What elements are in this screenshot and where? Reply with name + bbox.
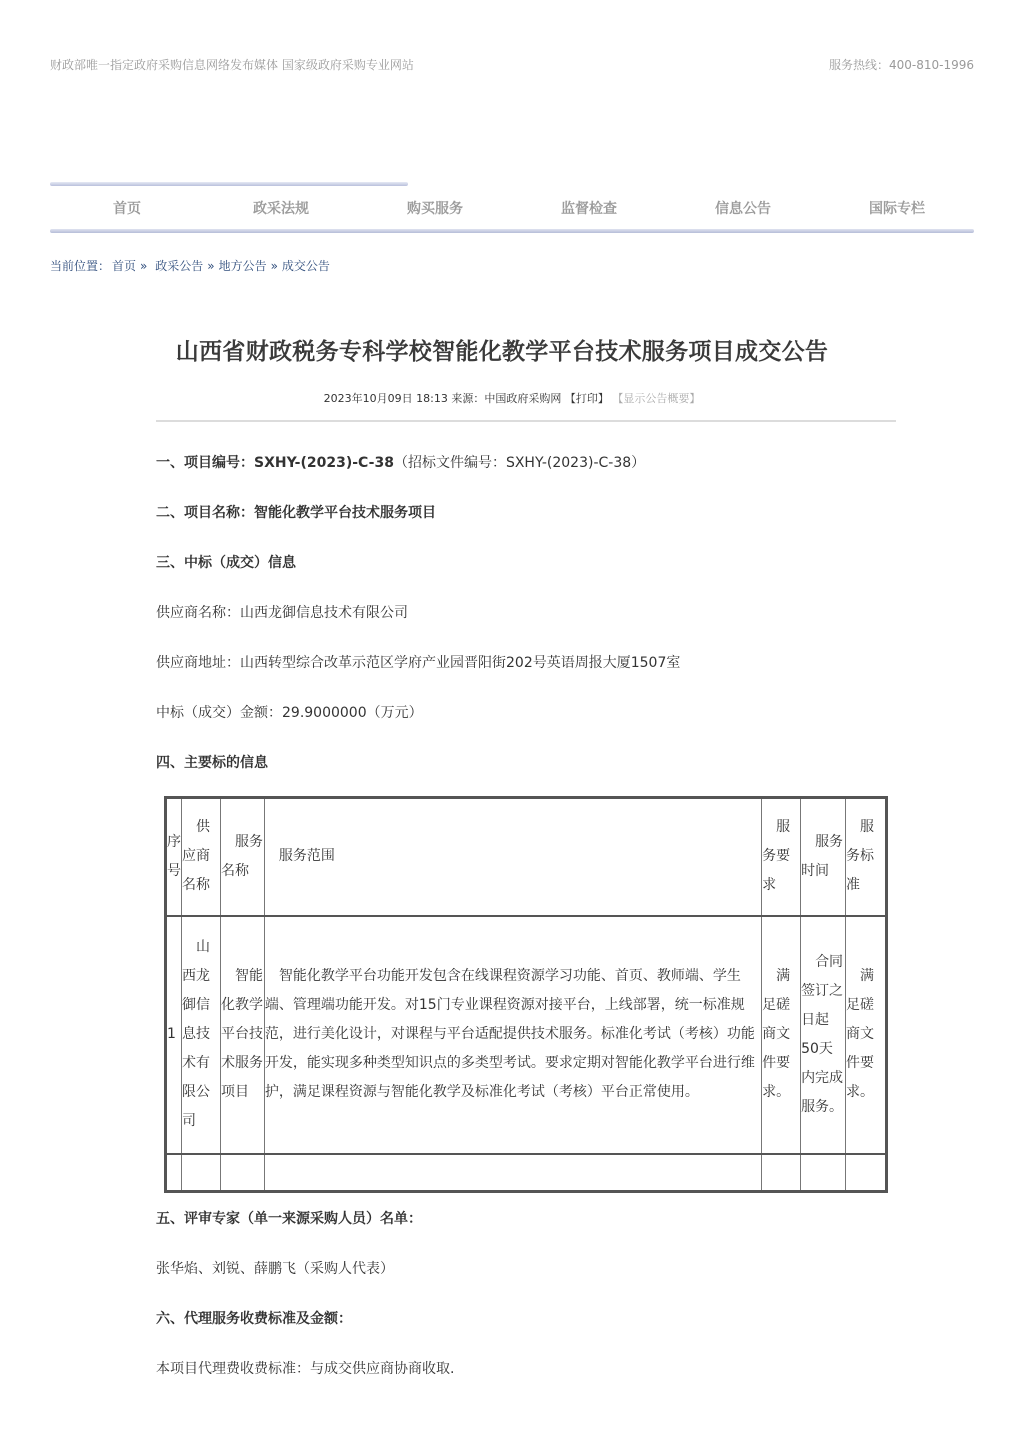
cell-service-time: 合同签订之日起50天内完成服务。	[801, 916, 846, 1154]
section-experts-heading: 五、评审专家（单一来源采购人员）名单：	[156, 1211, 422, 1227]
cell-index: 1	[166, 916, 182, 1154]
table-empty-row	[166, 1154, 887, 1192]
header-service-name: 服务名称	[220, 798, 264, 916]
supplier-address: 供应商地址：山西转型综合改革示范区学府产业园晋阳街202号英语周报大厦1507室	[156, 655, 681, 671]
breadcrumb-separator: »	[140, 259, 148, 273]
page-title: 山西省财政税务专科学校智能化教学平台技术服务项目成交公告	[175, 339, 829, 365]
nav-item-regulations[interactable]: 政采法规	[253, 201, 309, 217]
section-agency-fee-heading: 六、代理服务收费标准及金额：	[156, 1311, 352, 1327]
agency-fee-standard: 本项目代理费收费标准：与成交供应商协商收取.	[156, 1361, 455, 1377]
header-supplier: 供应商名称	[182, 798, 221, 916]
breadcrumb	[50, 257, 330, 274]
main-nav	[50, 192, 974, 228]
top-bar	[50, 56, 974, 76]
show-summary-link[interactable]: 【显示公告概要】	[612, 392, 701, 405]
supplier-name: 供应商名称：山西龙御信息技术有限公司	[156, 605, 408, 621]
cell-service-standard: 满足磋商文件要求。	[846, 916, 887, 1154]
section-main-items-heading: 四、主要标的信息	[156, 755, 268, 771]
table-row	[166, 916, 887, 1154]
service-hotline: 服务热线：400-810-1996	[828, 58, 974, 72]
print-link[interactable]: 【打印】	[564, 392, 609, 405]
header-service-time: 服务时间	[801, 798, 846, 916]
nav-bottom-bar	[50, 229, 974, 233]
breadcrumb-procurement-announcements[interactable]: 政采公告	[155, 259, 204, 273]
empty-cell	[846, 1154, 887, 1192]
header-index: 序号	[166, 798, 182, 916]
source-name: 中国政府采购网	[484, 392, 562, 405]
breadcrumb-prefix: 当前位置：	[50, 259, 111, 273]
breadcrumb-deal-announcements[interactable]: 成交公告	[281, 259, 330, 273]
section-project-number	[156, 452, 645, 472]
nav-item-purchase-services[interactable]: 购买服务	[407, 201, 463, 217]
breadcrumb-home[interactable]: 首页	[112, 259, 137, 273]
nav-item-announcements[interactable]: 信息公告	[715, 201, 771, 217]
cell-service-requirement: 满足磋商文件要求。	[762, 916, 801, 1154]
publish-datetime: 2023年10月09日 18:13	[323, 392, 448, 405]
project-number-label: 一、项目编号：SXHY-(2023)-C-38	[156, 455, 394, 471]
site-tagline: 财政部唯一指定政府采购信息网络发布媒体 国家级政府采购专业网站	[50, 58, 414, 72]
nav-item-international[interactable]: 国际专栏	[869, 201, 925, 217]
breadcrumb-separator: »	[207, 259, 215, 273]
header-service-requirement: 服务要求	[762, 798, 801, 916]
section-project-name: 二、项目名称：智能化教学平台技术服务项目	[156, 505, 436, 521]
empty-cell	[220, 1154, 264, 1192]
meta-divider	[156, 420, 896, 422]
main-items-table	[164, 796, 888, 1193]
empty-cell	[166, 1154, 182, 1192]
nav-item-home[interactable]: 首页	[113, 201, 141, 217]
tender-doc-number: （招标文件编号：SXHY-(2023)-C-38）	[393, 455, 646, 471]
cell-service-name: 智能化教学平台技术服务项目	[220, 916, 264, 1154]
nav-item-supervision[interactable]: 监督检查	[561, 201, 617, 217]
section-winner-heading: 三、中标（成交）信息	[156, 555, 296, 571]
table-header-row	[166, 798, 887, 916]
cell-service-scope: 智能化教学平台功能开发包含在线课程资源学习功能、首页、教师端、学生端、管理端功能开发。对15门专业课程资源对接平台，上线部署，统一标准规范，进行美化设计，对课程与平台适配提供技术服务。标准化考试（考核）功能开发，能实现多种类型知识点的多类型考试。要求定期对智能化教学平台进行维护，满足课程资源与智能化教学及标准化考试（考核）平台正常使用。	[264, 916, 761, 1154]
article-meta	[0, 390, 1024, 406]
empty-cell	[264, 1154, 761, 1192]
cell-supplier: 山西龙御信息技术有限公司	[182, 916, 221, 1154]
source-label: 来源：	[451, 392, 485, 405]
breadcrumb-separator: »	[270, 259, 278, 273]
experts-list: 张华焰、刘锐、薛鹏飞（采购人代表）	[156, 1261, 394, 1277]
breadcrumb-local-announcements[interactable]: 地方公告	[218, 259, 267, 273]
empty-cell	[182, 1154, 221, 1192]
header-service-standard: 服务标准	[846, 798, 887, 916]
empty-cell	[762, 1154, 801, 1192]
empty-cell	[801, 1154, 846, 1192]
header-service-scope: 服务范围	[264, 798, 761, 916]
nav-accent-bar	[50, 182, 408, 186]
deal-amount: 中标（成交）金额：29.9000000（万元）	[156, 705, 423, 721]
